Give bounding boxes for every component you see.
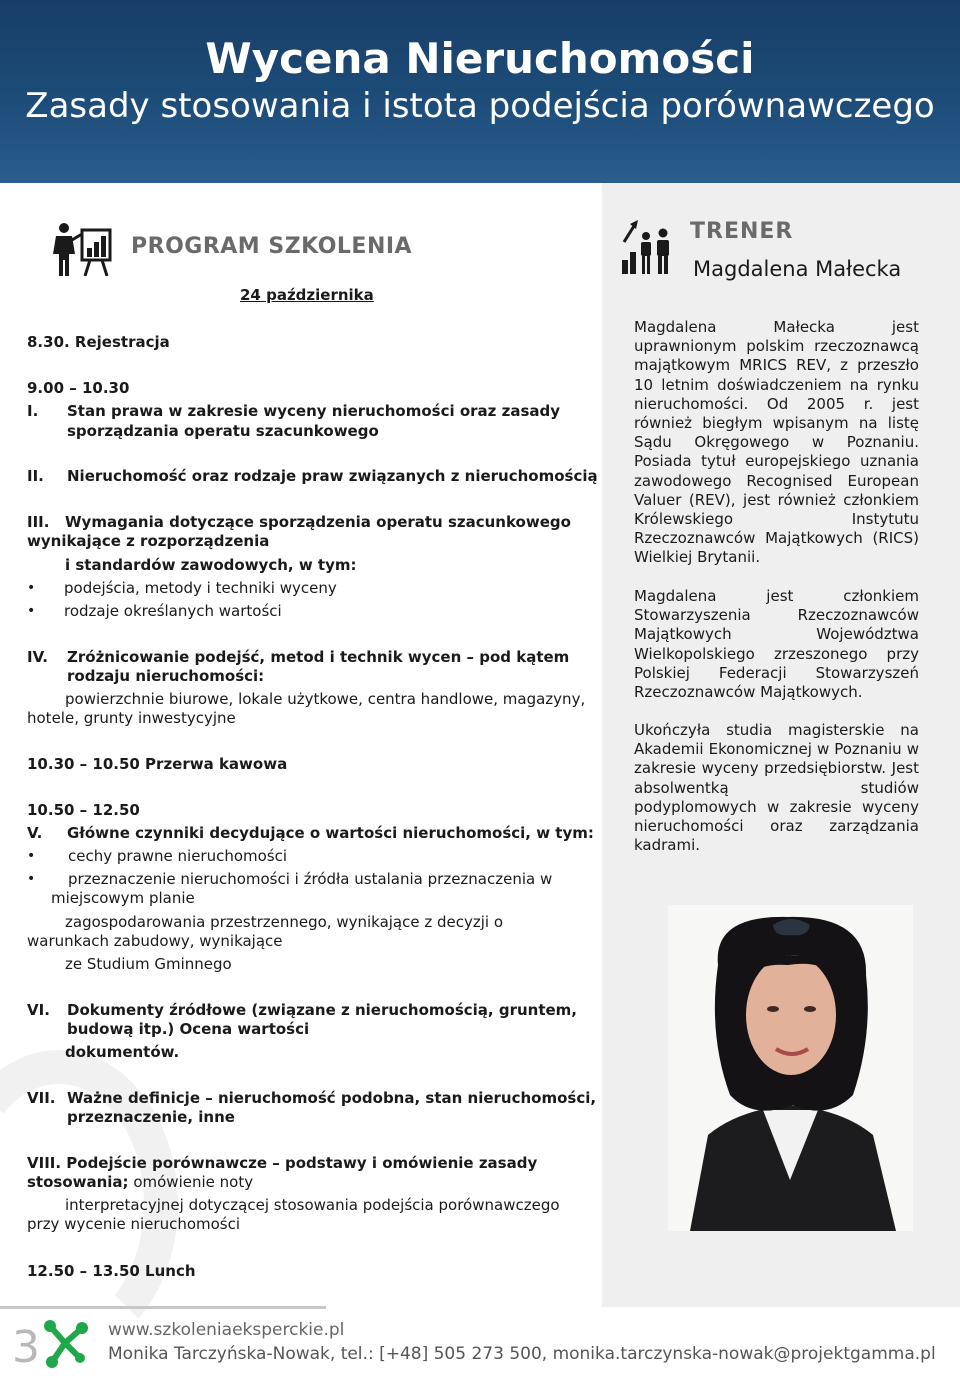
agenda-time-1: 9.00 – 10.30: [27, 379, 130, 397]
agenda-item-4-detail: powierzchnie biurowe, lokale użytkowe, centra handlowe, magazyny,: [65, 690, 586, 708]
agenda-sub-5a: cechy prawne nieruchomości: [68, 847, 288, 865]
agenda-num-4: IV.: [27, 648, 48, 666]
agenda-item-8-cont3: przy wycenie nieruchomości: [27, 1215, 241, 1233]
bullet: •: [27, 580, 36, 596]
page-title: Wycena Nieruchomości: [205, 34, 755, 83]
trainer-label: TRENER: [690, 219, 794, 244]
bullet: •: [27, 848, 36, 864]
agenda-item-3: Wymagania dotyczące sporządzenia operatu szacunkowego: [65, 513, 571, 531]
agenda-item-1-cont: sporządzania operatu szacunkowego: [67, 422, 379, 440]
agenda-item-6-cont: budową itp.) Ocena wartości: [67, 1020, 310, 1038]
agenda-item-1: Stan prawa w zakresie wyceny nieruchomości oraz zasady: [67, 402, 561, 420]
agenda-lunch: 12.50 – 13.50 Lunch: [27, 1262, 196, 1280]
agenda-item-3-cont2: i standardów zawodowych, w tym:: [65, 556, 357, 574]
agenda-item-8-bold: stosowania;: [27, 1173, 129, 1191]
footer-website[interactable]: www.szkoleniaeksperckie.pl: [108, 1320, 345, 1340]
trainer-bio-3: Ukończyła studia magisterskie na Akademii Ekonomicznej w Poznaniu w zakresie wyceny przedsiębiorstw. Jest absolwentką studiów podyplomowych w zakresie wyceny nieruchomości oraz zarządzania kadrami.: [634, 721, 919, 855]
bullet: •: [27, 603, 36, 619]
agenda-sub-5b-cont2: zagospodarowania przestrzennego, wynikające z decyzji o: [65, 913, 504, 931]
agenda-sub-5b-cont3: warunkach zabudowy, wynikające: [27, 932, 283, 950]
trainer-name: Magdalena Małecka: [693, 257, 902, 281]
page-number: 3: [12, 1322, 40, 1373]
page-subtitle: Zasady stosowania i istota podejścia porównawczego: [25, 86, 935, 126]
agenda-sub-3b: rodzaje określanych wartości: [64, 602, 282, 620]
trainer-photo: [668, 905, 913, 1231]
footer-contact[interactable]: Monika Tarczyńska-Nowak, tel.: [+48] 505 273 500, monika.tarczynska-nowak@projektgamma.pl: [108, 1344, 936, 1364]
agenda-sub-5b: przeznaczenie nieruchomości i źródła ustalania przeznaczenia w: [68, 870, 553, 888]
agenda-item-3-cont: wynikające z rozporządzenia: [27, 532, 270, 550]
footer-divider: [0, 1306, 326, 1309]
agenda-num-5: V.: [27, 824, 43, 842]
trainer-bio-1: Magdalena Małecka jest uprawnionym polskim rzeczoznawcą majątkowym MRICS REV, z przeszło 10 letnim doświadczeniem na rynku nieruchomości. Od 2005 r. jest również biegłym wpisanym na listę Sądu Okręgowego w Poznaniu. Posiada tytuł europejskiego uznania zawodowego Recognised European Valuer (REV), jest również członkiem Królewskiego Instytutu Rzeczoznawców Majątkowych (RICS) Wielkiej Brytanii.: [634, 318, 919, 567]
agenda-item-5: Główne czynniki decydujące o wartości nieruchomości, w tym:: [67, 824, 594, 842]
agenda-item-6-cont2: dokumentów.: [65, 1043, 180, 1061]
agenda-item-8: VIII. Podejście porównawcze – podstawy i omówienie zasady: [27, 1154, 538, 1172]
agenda-num-3: III.: [27, 513, 50, 531]
agenda-item-6: Dokumenty źródłowe (związane z nieruchomością, gruntem,: [67, 1001, 577, 1019]
agenda-coffee-break: 10.30 – 10.50 Przerwa kawowa: [27, 755, 288, 773]
agenda-num-6: VI.: [27, 1001, 50, 1019]
program-date: 24 października: [240, 286, 374, 304]
agenda-num-7: VII.: [27, 1089, 56, 1107]
agenda-registration: 8.30. Rejestracja: [27, 333, 170, 351]
presentation-person-icon: [52, 222, 114, 276]
agenda-item-8-cont: [27, 1173, 253, 1192]
agenda-sub-3a: podejścia, metody i techniki wyceny: [64, 579, 337, 597]
agenda-item-4: Zróżnicowanie podejść, metod i technik wycen – pod kątem: [67, 648, 570, 666]
agenda-item-8-regular: omówienie noty: [128, 1173, 254, 1191]
page-header: [0, 0, 960, 183]
agenda-item-7: Ważne definicje – nieruchomość podobna, stan nieruchomości,: [67, 1089, 597, 1107]
bullet: •: [27, 871, 36, 887]
growth-people-icon: [620, 216, 676, 276]
agenda-time-2: 10.50 – 12.50: [27, 801, 140, 819]
agenda-item-4-detail2: hotele, grunty inwestycyjne: [27, 709, 236, 727]
agenda-item-4-cont: rodzaju nieruchomości:: [67, 667, 265, 685]
program-heading: PROGRAM SZKOLENIA: [131, 234, 413, 259]
agenda-item-8-cont2: interpretacyjnej dotyczącej stosowania podejścia porównawczego: [65, 1196, 560, 1214]
network-logo-icon: [40, 1318, 90, 1368]
trainer-bio-2: Magdalena jest członkiem Stowarzyszenia Rzeczoznawców Majątkowych Województwa Wielkopolskiego zrzeszonego przy Polskiej Federacji Stowarzyszeń Rzeczoznawców Majątkowych.: [634, 587, 919, 702]
agenda-sub-5b-cont: miejscowym planie: [51, 889, 195, 907]
agenda-num-1: I.: [27, 402, 39, 420]
agenda-num-2: II.: [27, 467, 44, 485]
agenda-item-7-cont: przeznaczenie, inne: [67, 1108, 235, 1126]
agenda-item-2: Nieruchomość oraz rodzaje praw związanych z nieruchomością: [67, 467, 598, 485]
agenda-sub-5b-cont4: ze Studium Gminnego: [65, 955, 232, 973]
